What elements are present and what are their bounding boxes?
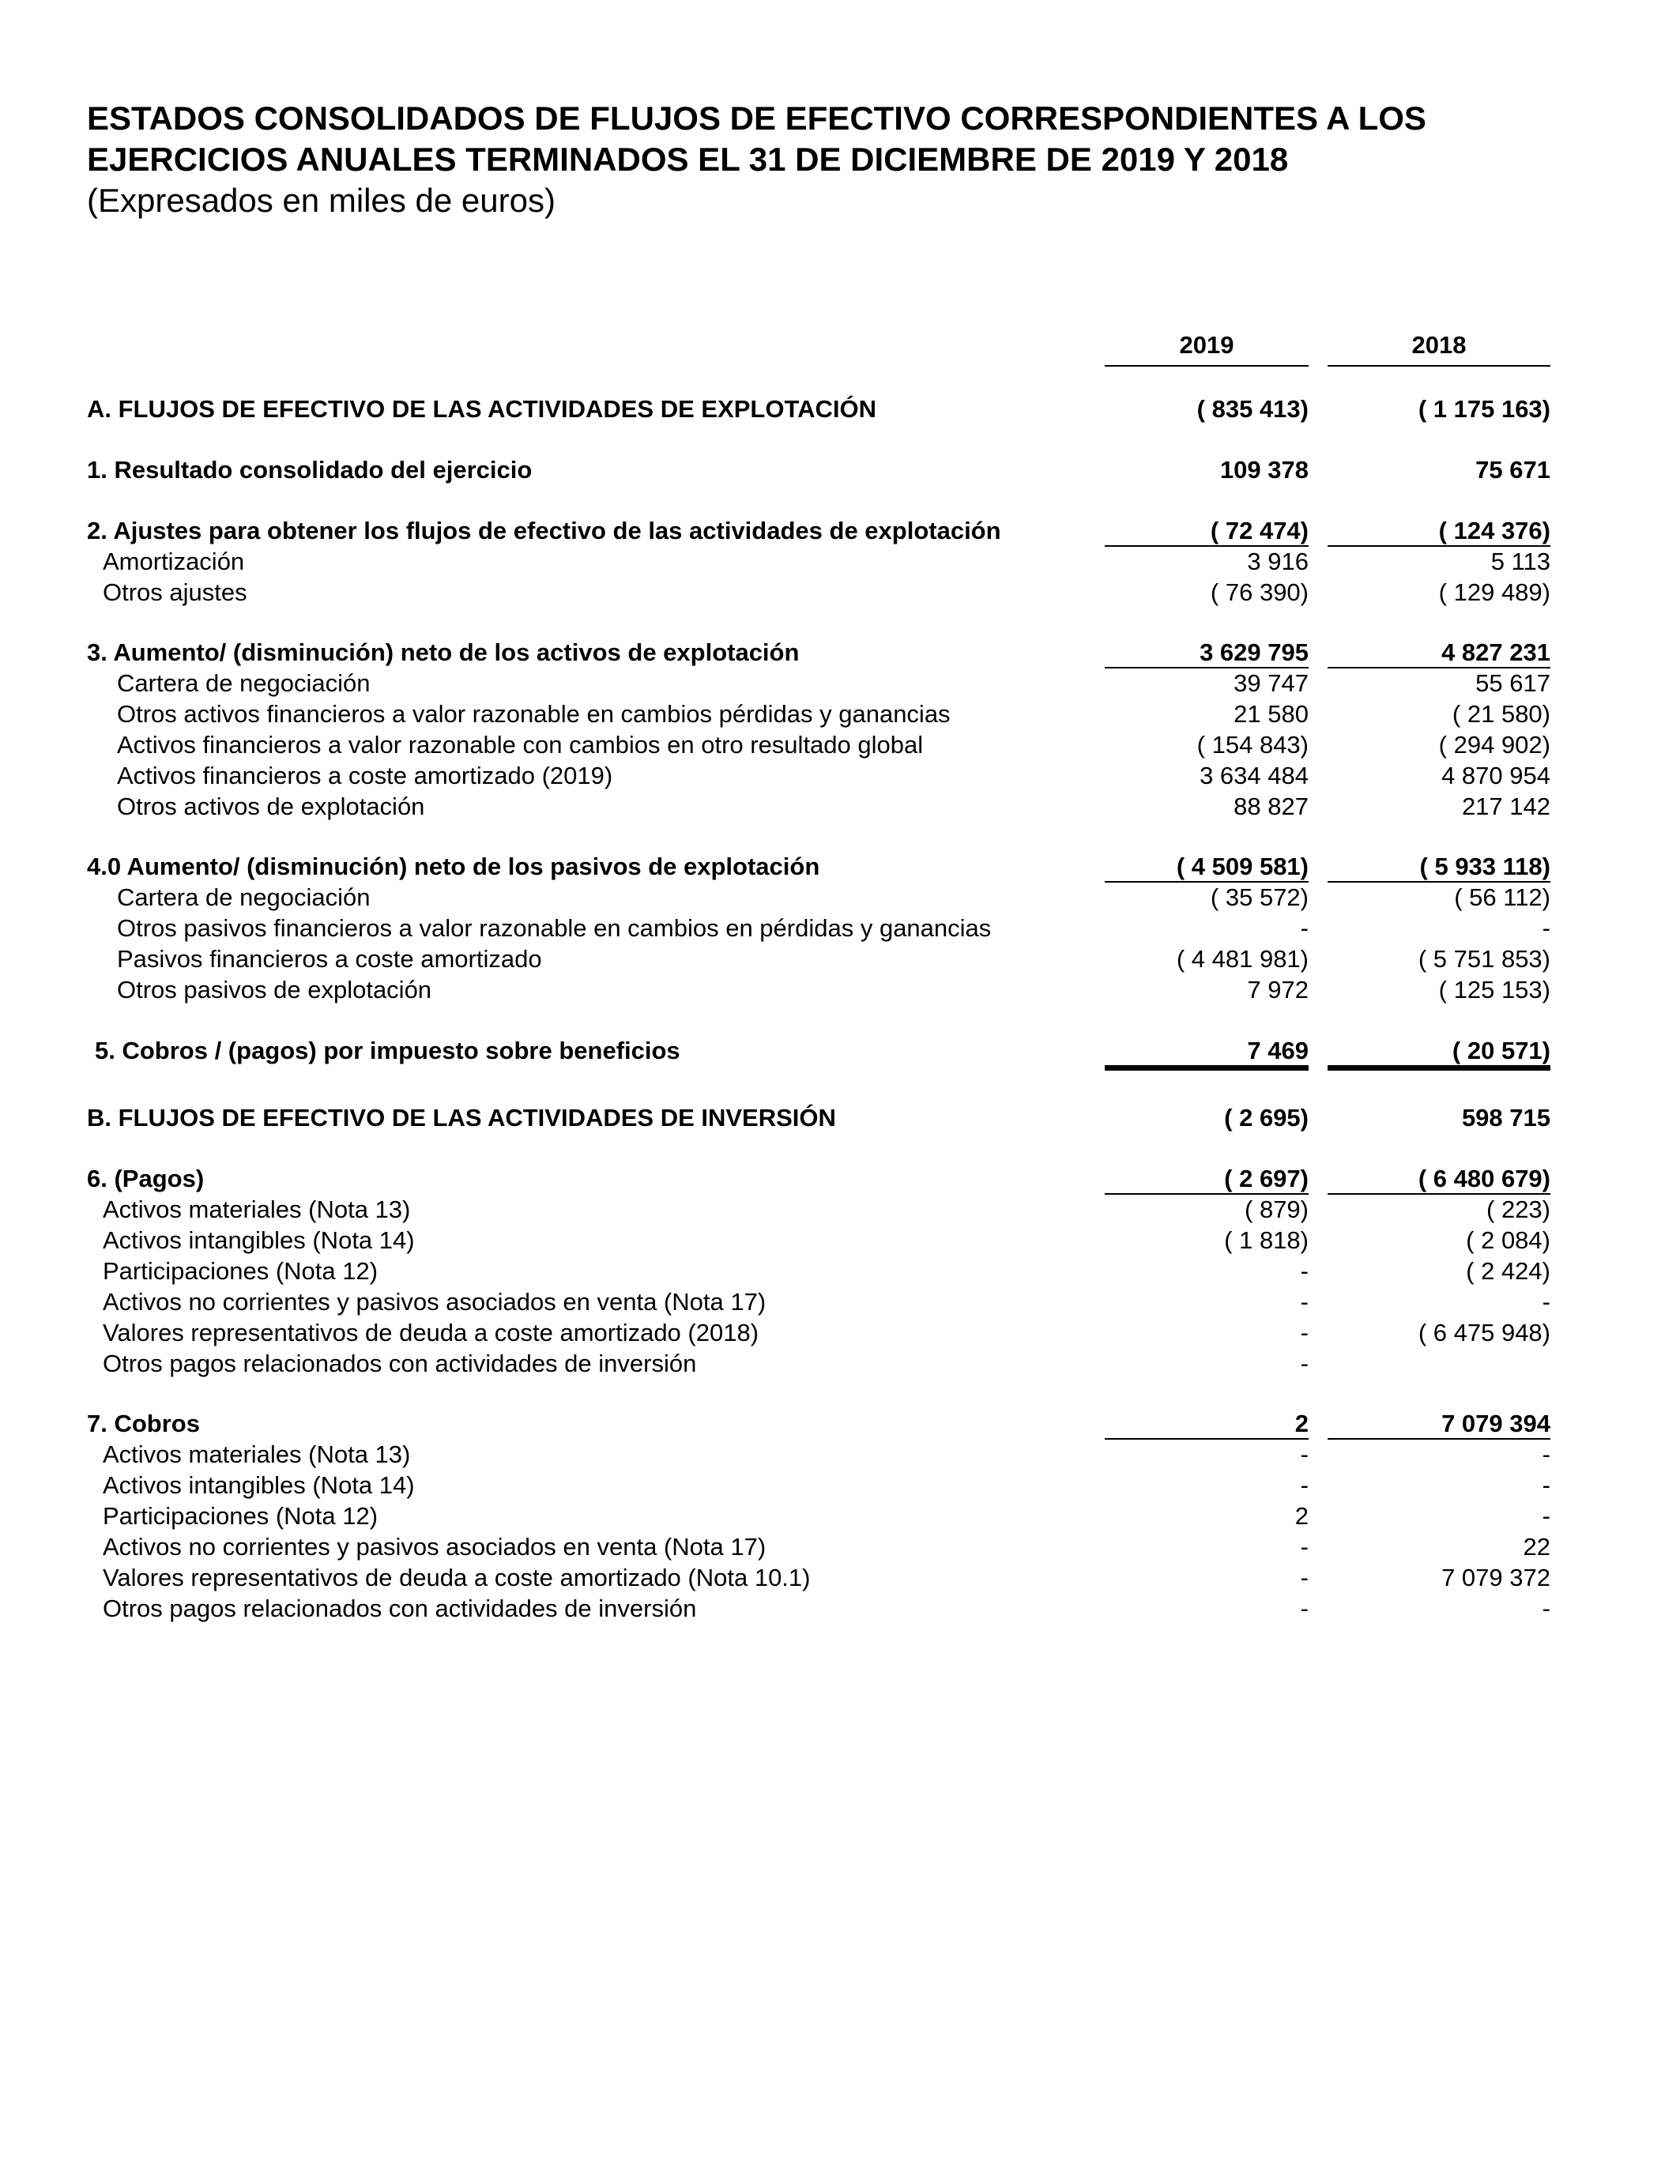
- value-2019: 21 580: [1234, 700, 1309, 728]
- row-label: Otros pasivos financieros a valor razonable en cambios en pérdidas y ganancias: [117, 914, 992, 942]
- value-2019: 39 747: [1234, 669, 1309, 697]
- value-2018: ( 2 424): [1466, 1257, 1550, 1285]
- value-2019: -: [1300, 1350, 1309, 1377]
- value-2018: ( 5 933 118): [1328, 852, 1550, 883]
- value-2019: ( 72 474): [1105, 516, 1309, 547]
- table-row: [0, 761, 1680, 792]
- row-label: Otros pagos relacionados con actividades de inversión: [103, 1595, 697, 1622]
- row-label: Activos financieros a valor razonable con cambios en otro resultado global: [117, 731, 924, 759]
- row-label: Activos financieros a coste amortizado (2019): [117, 762, 613, 789]
- title-line-2: EJERCICIOS ANUALES TERMINADOS EL 31 DE DICIEMBRE DE 2019 Y 2018: [87, 141, 1289, 178]
- value-2019: ( 879): [1245, 1196, 1309, 1223]
- value-2019: -: [1300, 1533, 1309, 1561]
- row-label: Cartera de negociación: [117, 669, 371, 697]
- table-row: [0, 883, 1680, 913]
- table-row: [0, 1036, 1680, 1067]
- value-2018: ( 2 084): [1466, 1226, 1550, 1254]
- value-2018: ( 129 489): [1438, 578, 1550, 606]
- value-2018: 7 079 372: [1441, 1564, 1550, 1591]
- value-2018: -: [1542, 1502, 1550, 1530]
- column-headers: [0, 330, 1680, 370]
- value-2018: 75 671: [1475, 456, 1550, 484]
- table-row: [0, 455, 1680, 486]
- value-2019: 109 378: [1219, 456, 1309, 484]
- value-2018: ( 125 153): [1438, 976, 1550, 1004]
- row-label: 7. Cobros: [87, 1410, 200, 1437]
- table-row: [0, 1409, 1680, 1440]
- value-2019: 88 827: [1234, 793, 1309, 820]
- value-2019: ( 1 818): [1224, 1226, 1309, 1254]
- value-2018: -: [1542, 1471, 1550, 1499]
- table-row: [0, 1103, 1680, 1134]
- row-label: Otros activos financieros a valor razonable en cambios pérdidas y ganancias: [117, 700, 951, 728]
- page-subtitle: (Expresados en miles de euros): [87, 182, 556, 219]
- row-label: 4.0 Aumento/ (disminución) neto de los pasivos de explotación: [87, 853, 820, 880]
- value-2018: ( 5 751 853): [1418, 945, 1550, 973]
- table-row: [0, 394, 1680, 425]
- row-label: Otros activos de explotación: [117, 793, 425, 820]
- table-row: [0, 1563, 1680, 1594]
- value-2018: -: [1542, 1595, 1550, 1622]
- value-2018: ( 20 571): [1328, 1036, 1550, 1071]
- row-label: Amortización: [103, 548, 245, 575]
- value-2018: ( 21 580): [1452, 700, 1550, 728]
- row-label: Valores representativos de deuda a coste amortizado (2018): [103, 1319, 759, 1346]
- value-2019: 2: [1105, 1409, 1309, 1440]
- value-2019: -: [1300, 914, 1309, 942]
- value-2018: 55 617: [1475, 669, 1550, 697]
- value-2019: 3 629 795: [1105, 638, 1309, 668]
- table-row: [0, 1532, 1680, 1563]
- row-label: Activos no corrientes y pasivos asociados en venta (Nota 17): [103, 1288, 767, 1316]
- row-label: B. FLUJOS DE EFECTIVO DE LAS ACTIVIDADES DE INVERSIÓN: [87, 1104, 836, 1132]
- table-row: [0, 1287, 1680, 1318]
- value-2019: ( 4 481 981): [1176, 945, 1309, 973]
- value-2018: ( 1 175 163): [1418, 395, 1550, 423]
- value-2019: -: [1300, 1288, 1309, 1316]
- table-row: [0, 1501, 1680, 1532]
- value-2019: ( 2 695): [1224, 1104, 1309, 1132]
- value-2019: 3 634 484: [1200, 762, 1309, 789]
- value-2019: 7 972: [1247, 976, 1309, 1004]
- value-2018: 22: [1523, 1533, 1550, 1561]
- row-label: Activos materiales (Nota 13): [103, 1440, 411, 1468]
- table-row: [0, 578, 1680, 608]
- value-2018: -: [1542, 914, 1550, 942]
- value-2019: ( 835 413): [1196, 395, 1309, 423]
- table-row: [0, 730, 1680, 761]
- value-2019: ( 76 390): [1210, 578, 1309, 606]
- value-2019: ( 2 697): [1105, 1164, 1309, 1195]
- row-label: 1. Resultado consolidado del ejercicio: [87, 456, 533, 484]
- table-row: [0, 1226, 1680, 1256]
- value-2018: -: [1542, 1440, 1550, 1468]
- row-label: 3. Aumento/ (disminución) neto de los activos de explotación: [87, 638, 800, 666]
- row-label: Participaciones (Nota 12): [103, 1502, 379, 1530]
- table-row: [0, 668, 1680, 699]
- value-2019: -: [1300, 1471, 1309, 1499]
- value-2018: ( 223): [1486, 1196, 1550, 1223]
- value-2019: 2: [1294, 1502, 1309, 1530]
- row-label: Activos intangibles (Nota 14): [103, 1471, 415, 1499]
- value-2018: 4 870 954: [1441, 762, 1550, 789]
- row-label: 5. Cobros / (pagos) por impuesto sobre beneficios: [95, 1037, 680, 1064]
- row-label: Otros pasivos de explotación: [117, 976, 432, 1004]
- row-label: Activos intangibles (Nota 14): [103, 1226, 415, 1254]
- value-2018: -: [1542, 1288, 1550, 1316]
- value-2018: ( 294 902): [1438, 731, 1550, 759]
- value-2019: ( 4 509 581): [1105, 852, 1309, 883]
- value-2019: 3 916: [1247, 548, 1309, 575]
- row-label: Activos no corrientes y pasivos asociados en venta (Nota 17): [103, 1533, 767, 1561]
- table-row: [0, 1256, 1680, 1287]
- table-row: [0, 944, 1680, 975]
- title-line-1: ESTADOS CONSOLIDADOS DE FLUJOS DE EFECTIVO CORRESPONDIENTES A LOS: [87, 100, 1426, 137]
- value-2018: 5 113: [1490, 548, 1550, 575]
- page-title: [87, 98, 1588, 180]
- table-row: [0, 1470, 1680, 1501]
- table-row: [0, 913, 1680, 944]
- table-row: [0, 1440, 1680, 1470]
- table-row: [0, 792, 1680, 823]
- value-2019: -: [1300, 1595, 1309, 1622]
- column-header-2018: 2018: [1328, 330, 1550, 367]
- table-row: [0, 1594, 1680, 1625]
- value-2018: 598 715: [1461, 1104, 1550, 1132]
- value-2018: 217 142: [1461, 793, 1550, 820]
- value-2018: ( 124 376): [1328, 516, 1550, 547]
- table-row: [0, 852, 1680, 883]
- row-label: Otros ajustes: [103, 578, 247, 606]
- table-row: [0, 516, 1680, 547]
- row-label: Valores representativos de deuda a coste amortizado (Nota 10.1): [103, 1564, 811, 1591]
- value-2018: ( 6 480 679): [1328, 1164, 1550, 1195]
- row-label: Activos materiales (Nota 13): [103, 1196, 411, 1223]
- value-2018: ( 56 112): [1454, 883, 1550, 911]
- value-2019: ( 154 843): [1196, 731, 1309, 759]
- table-row: [0, 1164, 1680, 1195]
- table-row: [0, 1318, 1680, 1349]
- value-2019: -: [1300, 1440, 1309, 1468]
- table-row: [0, 1195, 1680, 1226]
- value-2019: -: [1300, 1319, 1309, 1346]
- value-2018: 4 827 231: [1328, 638, 1550, 668]
- row-label: A. FLUJOS DE EFECTIVO DE LAS ACTIVIDADES DE EXPLOTACIÓN: [87, 395, 876, 423]
- row-label: 6. (Pagos): [87, 1165, 205, 1192]
- table-row: [0, 638, 1680, 668]
- value-2019: -: [1300, 1564, 1309, 1591]
- table-row: [0, 547, 1680, 578]
- row-label: Participaciones (Nota 12): [103, 1257, 379, 1285]
- row-label: Cartera de negociación: [117, 883, 371, 911]
- value-2019: -: [1300, 1257, 1309, 1285]
- value-2019: 7 469: [1105, 1036, 1309, 1071]
- table-row: [0, 975, 1680, 1006]
- column-header-2019: 2019: [1105, 330, 1309, 367]
- row-label: Pasivos financieros a coste amortizado: [117, 945, 542, 973]
- table-row: [0, 1349, 1680, 1380]
- row-label: 2. Ajustes para obtener los flujos de efectivo de las actividades de explotación: [87, 517, 1001, 544]
- row-label: Otros pagos relacionados con actividades de inversión: [103, 1350, 697, 1377]
- value-2019: ( 35 572): [1210, 883, 1309, 911]
- value-2018: ( 6 475 948): [1418, 1319, 1550, 1346]
- table-row: [0, 699, 1680, 730]
- value-2018: 7 079 394: [1328, 1409, 1550, 1440]
